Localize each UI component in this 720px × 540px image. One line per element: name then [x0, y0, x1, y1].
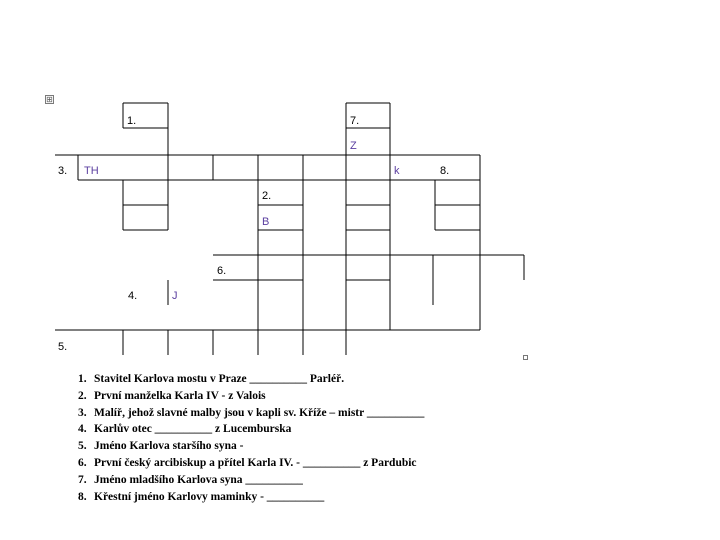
clue-item: [78, 371, 424, 388]
clue-text: Jméno Karlova staršího syna -: [94, 440, 244, 453]
clue-item: [78, 455, 424, 472]
clue-item: [78, 472, 424, 489]
grid-number: 5.: [58, 341, 68, 353]
grid-letter: TH: [84, 165, 99, 177]
resize-handle-icon[interactable]: [523, 355, 528, 360]
clue-list: [78, 371, 424, 505]
grid-number: 3.: [58, 165, 68, 177]
grid-number: 4.: [128, 290, 138, 302]
clue-number: 3.: [78, 406, 87, 419]
clue-item: [78, 438, 424, 455]
grid-number: 2.: [262, 190, 272, 202]
clue-text: Jméno mladšího Karlova syna __________: [94, 473, 303, 486]
grid-letter: Z: [350, 140, 357, 152]
clue-number: 6.: [78, 456, 87, 469]
clue-item: [78, 388, 424, 405]
clue-number: 1.: [78, 373, 87, 385]
clue-number: 4.: [78, 423, 87, 436]
grid-letter: k: [394, 165, 400, 177]
clue-text: Karlův otec __________ z Lucemburska: [94, 423, 292, 436]
clue-text: Malíř, jehož slavné malby jsou v kapli sv. Kříže – mistr __________: [94, 406, 425, 419]
clue-item: [78, 405, 424, 422]
clue-number: 5.: [78, 440, 87, 453]
grid-number: 6.: [217, 265, 227, 277]
table-anchor-icon[interactable]: ⊞: [46, 95, 53, 104]
grid-letter: J: [172, 290, 178, 302]
clue-number: 8.: [78, 490, 87, 503]
clue-item: [78, 421, 424, 438]
clue-text: První český arcibiskup a přítel Karla IV. - __________ z Pardubic: [94, 456, 417, 469]
grid-number: 1.: [127, 115, 137, 127]
clue-number: 2.: [78, 389, 87, 402]
clue-text: Stavitel Karlova mostu v Praze __________ Parléř.: [94, 373, 345, 385]
clue-text: První manželka Karla IV - z Valois: [94, 389, 266, 402]
grid-lines: [55, 103, 524, 355]
grid-number: 8.: [440, 165, 450, 177]
grid-number: 7.: [350, 115, 360, 127]
grid-letter: B: [262, 216, 270, 228]
clue-number: 7.: [78, 473, 87, 486]
clue-item: [78, 489, 424, 506]
clue-text: Křestní jméno Karlovy maminky - __________: [94, 490, 325, 503]
